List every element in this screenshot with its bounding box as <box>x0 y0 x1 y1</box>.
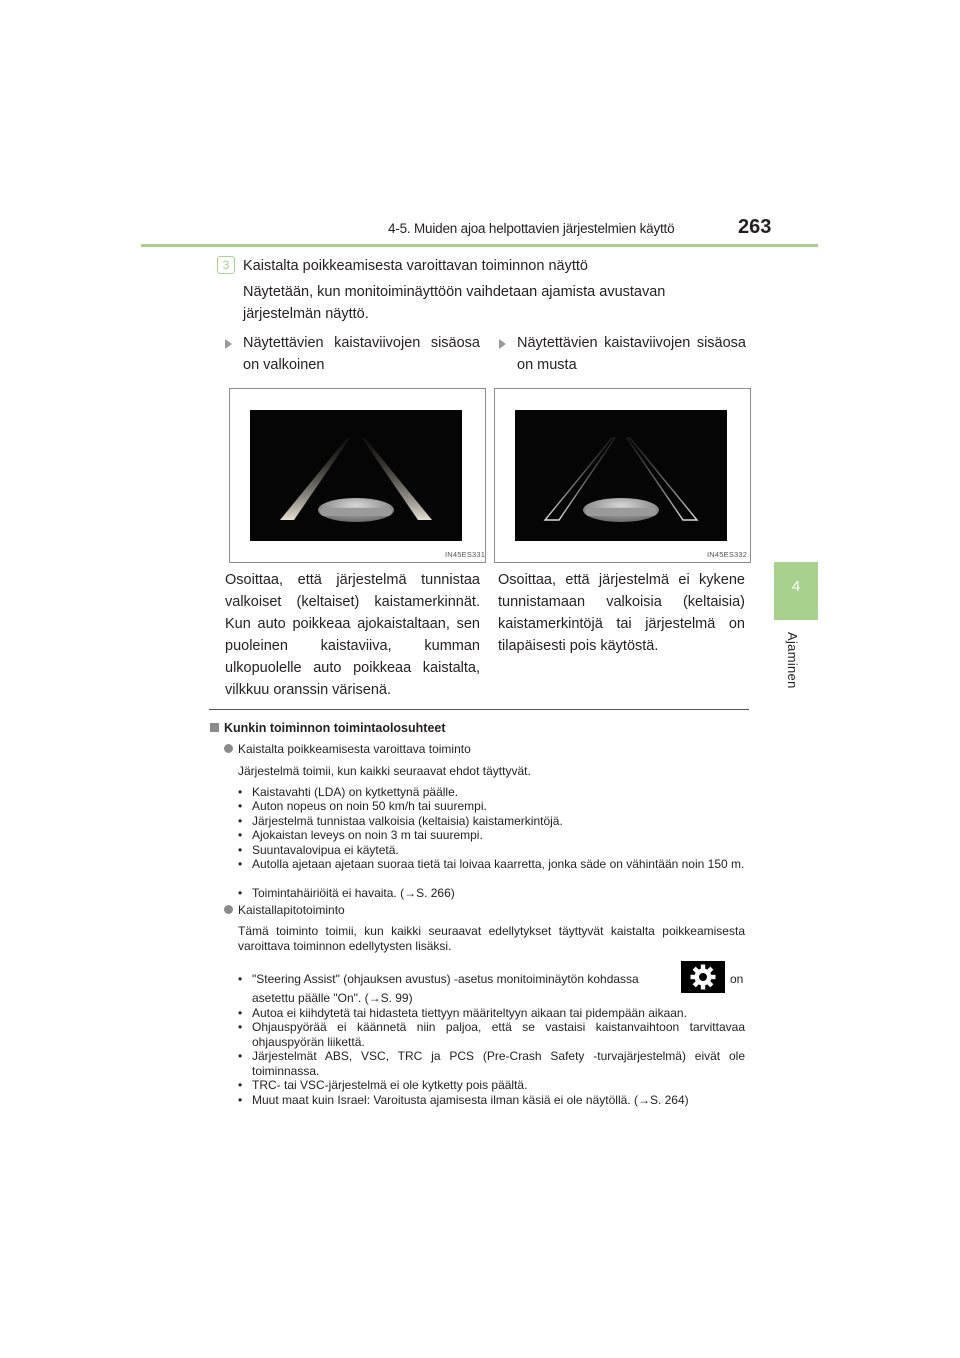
conditions-title: Kunkin toiminnon toimintaolosuhteet <box>210 721 446 735</box>
circle-bullet-icon <box>224 744 233 753</box>
lka-intro: Tämä toiminto toimii, kun kaikki seuraavat edellytykset täyttyvät kaistalta poikkeamisesta varoittava toiminnon edellytysten lisäksi. <box>238 924 745 953</box>
triangle-bullet-icon <box>499 339 506 349</box>
list-item: • TRC- tai VSC-järjestelmä ei ole kytketty pois päältä. <box>238 1078 528 1092</box>
square-bullet-icon <box>210 723 219 732</box>
right-caption: Osoittaa, että järjestelmä ei kykene tunnistamaan valkoisia (keltaisia) kaistamerkintöjä tai järjestelmä on tilapäisesti pois käytöstä. <box>498 572 745 654</box>
chapter-number: 4 <box>791 578 801 595</box>
settings-gear-icon <box>681 961 725 993</box>
left-caption: Osoittaa, että järjestelmä tunnistaa valkoiset (keltaiset) kaistamerkinnät. Kun auto poikkeaa ajokaistaltaan, sen puoleinen kaistaviiva, kumman ulkopuolelle auto poikkeaa kaistalta, vilkkuu oranssin värisenä. <box>225 572 480 698</box>
illustration-black-lines <box>494 388 751 563</box>
list-item: • Toimintahäiriöitä ei havaita. (→S. 266) <box>238 886 455 900</box>
display-screen <box>515 410 727 541</box>
left-column-heading: Näytettävien kaistaviivojen sisäosa on valkoinen <box>225 332 480 376</box>
display-screen <box>250 410 462 541</box>
list-item: • Järjestelmät ABS, VSC, TRC ja PCS (Pre-Crash Safety -turvajärjestelmä) eivät ole toiminnassa. <box>238 1049 745 1078</box>
item-title: Kaistalta poikkeamisesta varoittavan toiminnon näyttö <box>243 258 588 274</box>
section-divider <box>209 709 749 710</box>
lda-title: Kaistalta poikkeamisesta varoittava toiminto <box>224 742 471 757</box>
chapter-label: Ajaminen <box>785 632 800 689</box>
page-number: 263 <box>738 216 772 238</box>
item-description: Näytetään, kun monitoiminäyttöön vaihdetaan ajamista avustavan järjestelmän näyttö. <box>243 284 666 322</box>
lka-title: Kaistallapitotoiminto <box>224 903 345 918</box>
list-item: • Ajokaistan leveys on noin 3 m tai suurempi. <box>238 828 483 842</box>
section-title: 4-5. Muiden ajoa helpottavien järjestelmien käyttö <box>388 221 675 236</box>
list-item: • Auton nopeus on noin 50 km/h tai suurempi. <box>238 799 487 813</box>
lda-intro: Järjestelmä toimii, kun kaikki seuraavat ehdot täyttyvät. <box>238 764 531 778</box>
image-code: IN45ES332 <box>707 550 748 559</box>
illustration-white-lines <box>229 388 486 563</box>
list-item: • Autolla ajetaan ajetaan suoraa tietä tai loivaa kaarretta, jonka säde on vähintään noin 150 m. <box>238 857 745 871</box>
list-item: • Järjestelmä tunnistaa valkoisia (keltaisia) kaistamerkintöjä. <box>238 814 563 828</box>
steering-setting-text: asetettu päälle "On". (→S. 99) <box>252 991 413 1005</box>
lane-display-black-icon <box>515 410 727 541</box>
lane-display-white-icon <box>250 410 462 541</box>
header-rule <box>141 244 818 247</box>
list-item: • Muut maat kuin Israel: Varoitusta ajamisesta ilman käsiä ei ole näytöllä. (→S. 264) <box>238 1093 689 1107</box>
item-number-badge: 3 <box>217 256 235 274</box>
list-item: • Autoa ei kiihdytetä tai hidasteta tiettyyn määriteltyyn aikaan tai pidempään aikaan. <box>238 1006 687 1020</box>
triangle-bullet-icon <box>225 339 232 349</box>
image-code: IN45ES331 <box>445 550 486 559</box>
right-column-heading: Näytettävien kaistaviivojen sisäosa on musta <box>499 332 746 376</box>
list-item: • Kaistavahti (LDA) on kytkettynä päälle. <box>238 785 459 799</box>
list-item: • Ohjauspyörää ei käännetä niin paljoa, että se vastaisi kaistanvaihtoon tarvittavaa ohjauspyörän liikettä. <box>238 1020 745 1049</box>
steering-on-text: on <box>730 972 744 986</box>
list-item: • Suuntavalovipua ei käytetä. <box>238 843 399 857</box>
circle-bullet-icon <box>224 905 233 914</box>
